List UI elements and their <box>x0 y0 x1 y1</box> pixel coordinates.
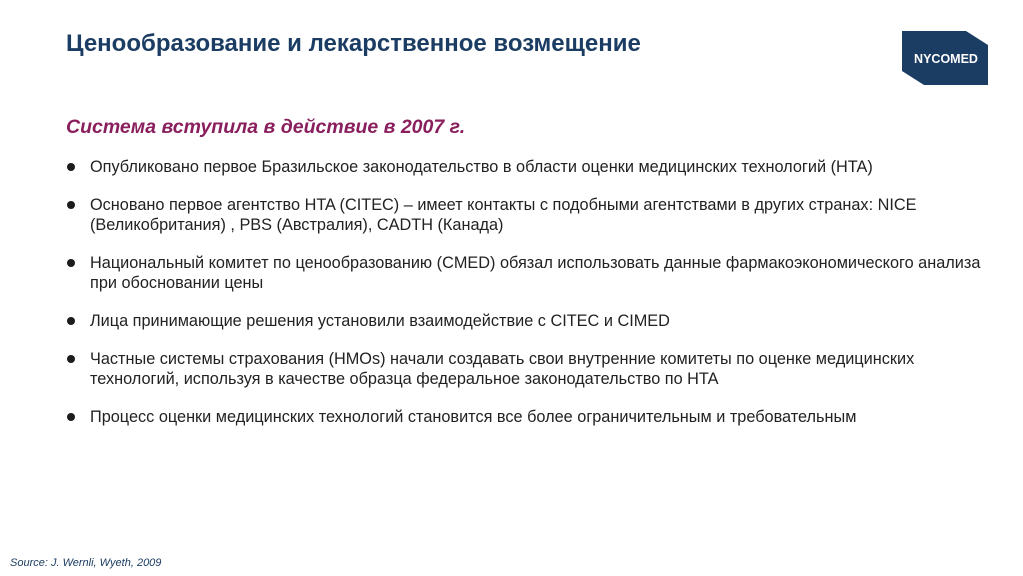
bullet-dot-icon <box>67 317 75 325</box>
bullet-dot-icon <box>67 355 75 363</box>
bullet-text: Опубликовано первое Бразильское законодательство в области оценки медицинских технологий (HTA) <box>90 158 873 176</box>
bullet-item <box>66 253 996 293</box>
nycomed-logo <box>902 31 988 85</box>
bullet-dot-icon <box>67 201 75 209</box>
source-note: Source: J. Wernli, Wyeth, 2009 <box>10 557 162 569</box>
bullet-dot-icon <box>67 413 75 421</box>
bullet-text: Основано первое агентство HTA (CITEC) – имеет контакты с подобными агентствами в других странах: NICE (Великобритания) , PBS (Австралия), CADTH (Канада) <box>90 196 917 234</box>
bullet-text: Процесс оценки медицинских технологий становится все более ограничительным и требовательным <box>90 408 857 426</box>
bullet-text: Частные системы страхования (HMOs) начали создавать свои внутренние комитеты по оценке медицинских технологий, используя в качестве образца федеральное законодательство по HTA <box>90 350 915 388</box>
bullet-list <box>66 157 996 445</box>
bullet-item <box>66 407 996 427</box>
bullet-item <box>66 311 996 331</box>
bullet-dot-icon <box>67 163 75 171</box>
bullet-item <box>66 195 996 235</box>
bullet-text: Лица принимающие решения установили взаимодействие с CITEC и CIMED <box>90 312 670 330</box>
bullet-dot-icon <box>67 259 75 267</box>
slide-title: Ценообразование и лекарственное возмещение <box>66 30 641 57</box>
bullet-item <box>66 349 996 389</box>
bullet-item <box>66 157 996 177</box>
logo-text: NYCOMED <box>914 52 978 66</box>
section-subtitle: Система вступила в действие в 2007 г. <box>66 116 466 138</box>
bullet-text: Национальный комитет по ценообразованию (CMED) обязал использовать данные фармакоэкономического анализа при обосновании цены <box>90 254 981 292</box>
